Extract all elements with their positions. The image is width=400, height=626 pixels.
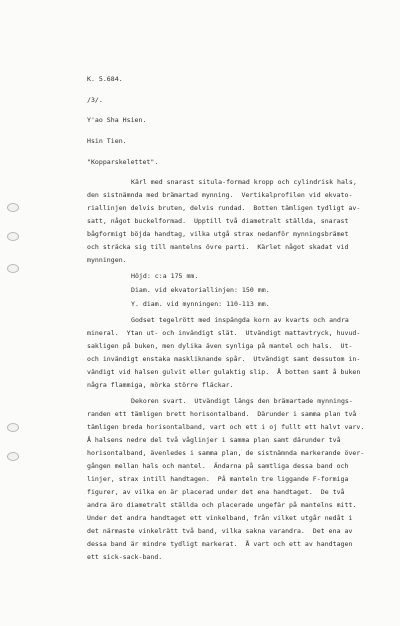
- body-line: Under det andra handtaget ett vinkelband, från vilket utgår nedåt i: [87, 514, 353, 522]
- site-name: Y'ao Sha Hsien.: [87, 116, 147, 124]
- body-line: Å halsens nedre del två våglinjer i samma plan samt därunder två: [87, 436, 341, 444]
- body-line: och sträcka sig till mantelns övre parti. Kärlet något skadat vid: [87, 243, 349, 251]
- body-line: andra äro diametralt ställda och placerade ungefär på mantelns mitt.: [87, 501, 357, 509]
- measurement-mouth-diameter: Y. diam. vid mynningen: 110-113 mm.: [131, 300, 270, 308]
- body-line: randen ett tämligen brett horisontalband. Därunder i samma plan två: [87, 410, 357, 418]
- province-name: Hsin Tien.: [87, 137, 127, 145]
- body-line: mynningen.: [87, 256, 127, 264]
- body-line: den sistnämnda med brämartad mynning. Vertikalprofilen vid ekvato-: [87, 191, 353, 199]
- measurement-height: Höjd: c:a 175 mm.: [131, 272, 199, 280]
- body-line: sakligen på buken, men dylika även synliga på mantel och hals. Ut-: [87, 342, 353, 350]
- body-line: och invändigt enstaka maskliknande spår. Utvändigt samt dessutom in-: [87, 355, 361, 363]
- body-line: satt, något buckelformad. Upptill två diametralt ställda, snarast: [87, 217, 349, 225]
- punch-hole: [7, 423, 19, 432]
- body-line: Godset tegelrött med inspängda korn av kvarts och andra: [131, 316, 349, 324]
- body-line: tämligen breda horisontalband, vart och ett i oj fullt ett halvt varv.: [87, 423, 365, 431]
- body-line: figurer, av vilka en är placerad under det ena handtaget. De två: [87, 488, 345, 496]
- body-line: linjer, strax intill handtagen. På manteln tre liggande F-formiga: [87, 475, 349, 483]
- punch-hole: [7, 232, 19, 241]
- body-line: Dekoren svart. Utvändigt längs den brämartade mynnings-: [131, 397, 353, 405]
- body-line: bågformigt böjda handtag, vilka utgå strax nedanför mynningsbrämet: [87, 230, 349, 238]
- body-line: mineral. Ytan ut- och invändigt slät. Utvändigt mattavtryck, huvud-: [87, 329, 361, 337]
- body-line: dessa band är mindre tydligt markerat. Å vart och ett av handtagen: [87, 540, 353, 548]
- object-nickname: "Kopparskelettet".: [87, 158, 159, 166]
- body-line: några flammiga, mörka större fläckar.: [87, 381, 234, 389]
- body-line: det närmaste vinkelrätt två band, vilka sakna varandra. Det ena av: [87, 527, 353, 535]
- punch-hole: [7, 452, 19, 461]
- page-number: /3/.: [87, 96, 103, 104]
- punch-hole: [7, 264, 19, 273]
- measurement-equator-diameter: Diam. vid ekvatoriallinjen: 150 mm.: [131, 286, 270, 294]
- body-line: vändigt vid halsen gulvit eller gulaktig slip. Å botten samt å buken: [87, 368, 361, 376]
- body-line: Kärl med snarast situla-formad kropp och cylindrisk hals,: [131, 178, 357, 186]
- body-line: gången mellan hals och mantel. Ändarna på samtliga dessa band och: [87, 462, 349, 470]
- body-line: ett sick-sack-band.: [87, 553, 163, 561]
- catalog-number: K. 5.684.: [87, 75, 123, 83]
- punch-hole: [7, 203, 19, 212]
- body-line: horisontalband, ävenledes i samma plan, de sistnämnda markerande över-: [87, 449, 365, 457]
- body-line: riallinjen delvis bruten, delvis rundad. Botten tämligen tydligt av-: [87, 204, 361, 212]
